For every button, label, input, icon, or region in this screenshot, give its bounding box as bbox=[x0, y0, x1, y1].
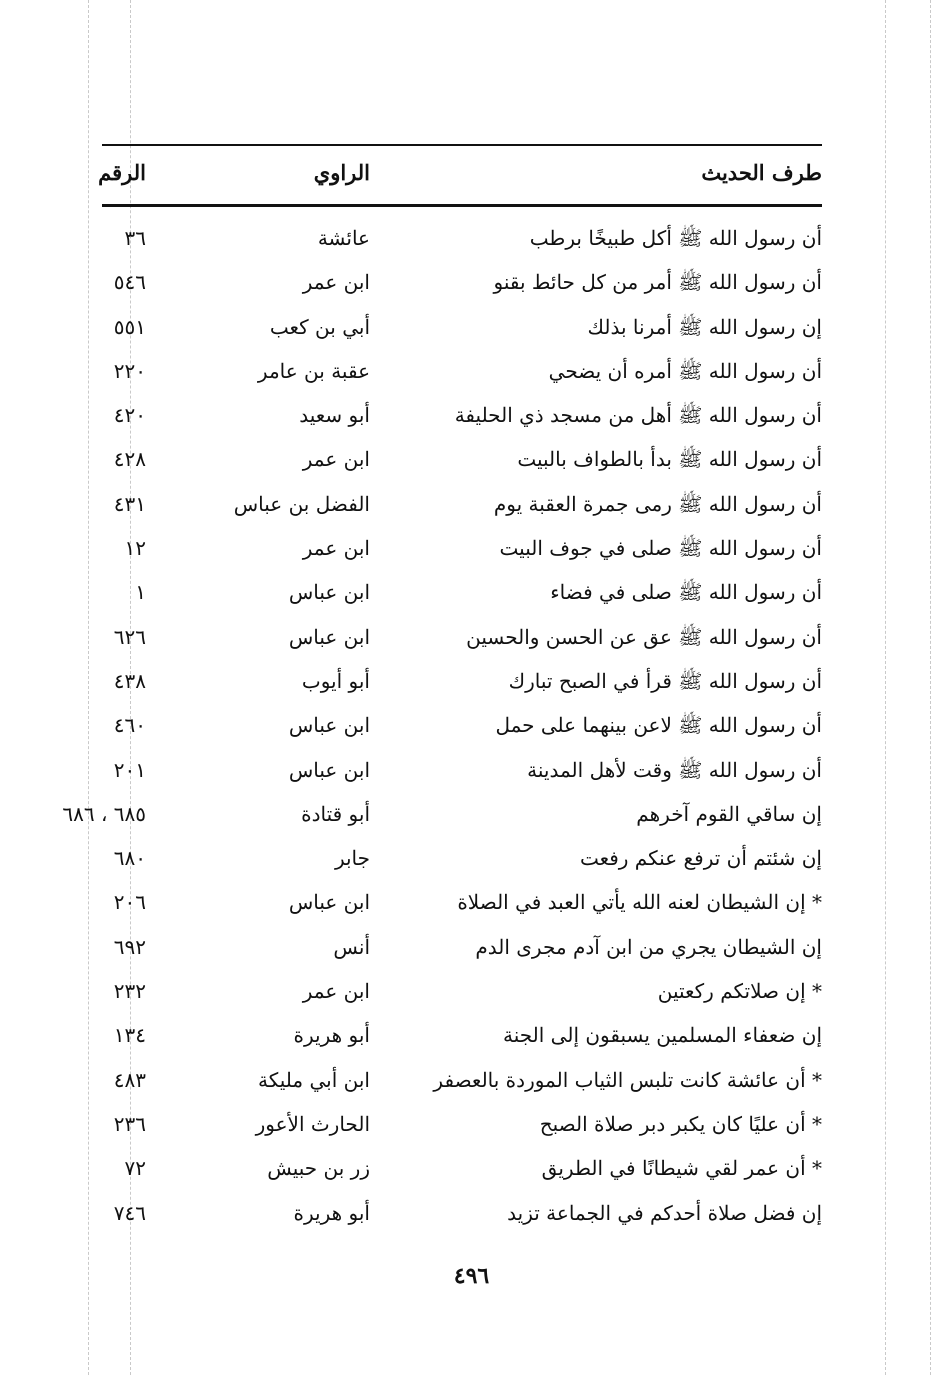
hadith-text: أن رسول الله ﷺ أكل طبيخًا برطب bbox=[529, 226, 822, 250]
hadith-number: ٣٦ bbox=[124, 226, 146, 250]
narrator-name: جابر bbox=[334, 846, 370, 871]
hadith-text: * إن الشيطان لعنه الله يأتي العبد في الصلاة bbox=[457, 890, 822, 915]
hadith-number: ١ bbox=[135, 580, 146, 605]
table-row bbox=[102, 750, 822, 794]
narrator-name: أبو سعيد bbox=[299, 403, 370, 428]
narrator-name: ابن عباس bbox=[288, 757, 370, 782]
narrator-name: أبو هريرة bbox=[293, 1200, 370, 1225]
hadith-number: ١٢ bbox=[124, 536, 146, 561]
hadith-number: ٦٢٦ bbox=[113, 624, 146, 649]
narrator-name: أبو هريرة bbox=[293, 1023, 370, 1048]
hadith-number: ٧٢ bbox=[124, 1156, 146, 1181]
hadith-text: أن رسول الله ﷺ أهل من مسجد ذي الحليفة bbox=[454, 403, 822, 428]
hadith-text: أن رسول الله ﷺ وقت لأهل المدينة bbox=[527, 757, 822, 782]
narrator-name: الحارث الأعور bbox=[255, 1111, 370, 1136]
hadith-text: أن رسول الله ﷺ أمره أن يضحي bbox=[548, 358, 822, 383]
hadith-text: إن شئتم أن ترفع عنكم رفعت bbox=[579, 846, 822, 871]
narrator-name: ابن عباس bbox=[288, 624, 370, 649]
hadith-number: ٥٥١ bbox=[113, 314, 146, 339]
hadith-number: ٢٢٠ bbox=[113, 358, 146, 383]
table-row bbox=[102, 661, 822, 705]
hadith-text: أن رسول الله ﷺ رمى جمرة العقبة يوم bbox=[493, 491, 822, 516]
table-row bbox=[102, 1015, 822, 1059]
table-row bbox=[102, 262, 822, 306]
header-rawi: الراوي bbox=[313, 160, 370, 185]
narrator-name: ابن عمر bbox=[302, 270, 370, 295]
hadith-text: أن رسول الله ﷺ صلى في جوف البيت bbox=[499, 536, 822, 561]
narrator-name: ابن عباس bbox=[288, 713, 370, 738]
narrator-name: ابن عباس bbox=[288, 890, 370, 915]
hadith-number: ٤٢٨ bbox=[113, 447, 146, 472]
table-row bbox=[102, 1193, 822, 1237]
hadith-number: ٧٤٦ bbox=[113, 1200, 146, 1225]
hadith-text: أن رسول الله ﷺ لاعن بينهما على حمل bbox=[495, 713, 822, 738]
hadith-text: إن الشيطان يجري من ابن آدم مجرى الدم bbox=[475, 934, 822, 959]
hadith-number: ١٣٤ bbox=[113, 1023, 146, 1048]
margin-guide-right bbox=[930, 0, 931, 1375]
hadith-number: ٤٦٠ bbox=[113, 713, 146, 738]
table-row bbox=[102, 218, 822, 262]
table-row bbox=[102, 484, 822, 528]
hadith-number: ٤٣١ bbox=[113, 491, 146, 516]
hadith-number: ٢٣٦ bbox=[113, 1111, 146, 1136]
table-header bbox=[98, 150, 822, 198]
narrator-name: أبو قتادة bbox=[301, 801, 370, 826]
margin-guide-right-inner bbox=[885, 0, 886, 1375]
narrator-name: ابن عباس bbox=[288, 580, 370, 605]
hadith-table-body bbox=[62, 218, 822, 1237]
table-row bbox=[102, 307, 822, 351]
hadith-text: إن رسول الله ﷺ أمرنا بذلك bbox=[587, 314, 822, 339]
table-row bbox=[102, 572, 822, 616]
table-row bbox=[102, 838, 822, 882]
hadith-text: * أن عائشة كانت تلبس الثياب الموردة بالعصفر bbox=[433, 1067, 822, 1092]
hadith-number: ٢٣٢ bbox=[113, 979, 146, 1004]
table-row bbox=[102, 971, 822, 1015]
table-row bbox=[102, 1104, 822, 1148]
table-row bbox=[102, 351, 822, 395]
hadith-text: * أن عمر لقي شيطانًا في الطريق bbox=[541, 1156, 822, 1181]
table-row bbox=[102, 927, 822, 971]
narrator-name: أبو أيوب bbox=[301, 668, 370, 693]
hadith-text: * إن صلاتكم ركعتين bbox=[657, 979, 822, 1004]
hadith-text: * أن عليًا كان يكبر دبر صلاة الصبح bbox=[539, 1111, 822, 1136]
page-number: ٤٩٦ bbox=[453, 1263, 490, 1289]
hadith-text: إن فضل صلاة أحدكم في الجماعة تزيد bbox=[507, 1200, 822, 1225]
table-row bbox=[102, 1060, 822, 1104]
narrator-name: ابن عمر bbox=[302, 536, 370, 561]
hadith-number: ٦٨٥ ، ٦٨٦ bbox=[62, 801, 146, 826]
hadith-number: ٢٠٦ bbox=[113, 890, 146, 915]
hadith-text: إن ضعفاء المسلمين يسبقون إلى الجنة bbox=[503, 1023, 822, 1048]
table-row bbox=[102, 395, 822, 439]
table-row bbox=[102, 1148, 822, 1192]
narrator-name: ابن أبي مليكة bbox=[258, 1067, 370, 1092]
hadith-text: إن ساقي القوم آخرهم bbox=[636, 801, 822, 826]
narrator-name: الفضل بن عباس bbox=[233, 491, 370, 516]
top-rule bbox=[102, 144, 822, 146]
hadith-text: أن رسول الله ﷺ صلى في فضاء bbox=[550, 580, 822, 605]
hadith-number: ٢٠١ bbox=[113, 757, 146, 782]
header-rule bbox=[102, 204, 822, 207]
hadith-text: أن رسول الله ﷺ عق عن الحسن والحسين bbox=[466, 624, 822, 649]
table-row bbox=[102, 528, 822, 572]
hadith-number: ٥٤٦ bbox=[113, 270, 146, 295]
hadith-number: ٦٨٠ bbox=[113, 846, 146, 871]
narrator-name: عقبة بن عامر bbox=[257, 358, 370, 383]
table-row bbox=[102, 617, 822, 661]
margin-guide-left bbox=[88, 0, 89, 1375]
table-row bbox=[102, 705, 822, 749]
hadith-text: أن رسول الله ﷺ بدأ بالطواف بالبيت bbox=[517, 447, 822, 472]
hadith-number: ٤٣٨ bbox=[113, 668, 146, 693]
header-number: الرقم bbox=[98, 160, 146, 185]
hadith-text: أن رسول الله ﷺ أمر من كل حائط بقنو bbox=[493, 270, 822, 295]
narrator-name: أبي بن كعب bbox=[269, 314, 370, 339]
table-row bbox=[62, 794, 822, 838]
table-row bbox=[102, 439, 822, 483]
hadith-text: أن رسول الله ﷺ قرأ في الصبح تبارك bbox=[508, 668, 822, 693]
narrator-name: عائشة bbox=[317, 226, 370, 250]
header-hadith: طرف الحديث bbox=[701, 160, 822, 185]
narrator-name: ابن عمر bbox=[302, 979, 370, 1004]
table-row bbox=[102, 882, 822, 926]
hadith-number: ٤٨٣ bbox=[113, 1067, 146, 1092]
hadith-number: ٤٢٠ bbox=[113, 403, 146, 428]
narrator-name: زر بن حبيش bbox=[267, 1156, 370, 1181]
narrator-name: ابن عمر bbox=[302, 447, 370, 472]
narrator-name: أنس bbox=[333, 934, 370, 959]
hadith-number: ٦٩٢ bbox=[113, 934, 146, 959]
